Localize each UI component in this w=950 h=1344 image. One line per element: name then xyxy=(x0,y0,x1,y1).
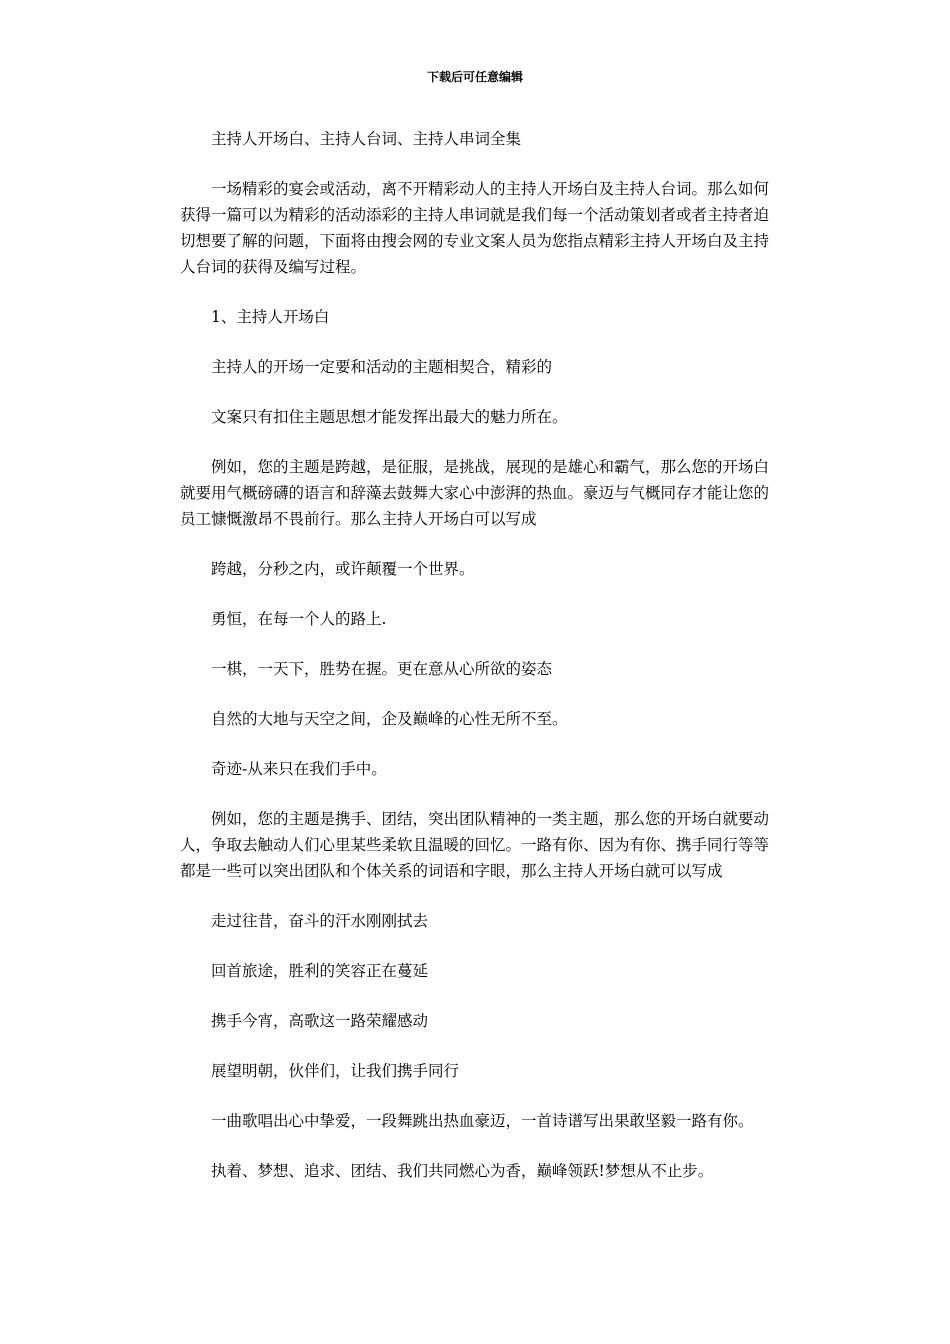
document-title: 主持人开场白、主持人台词、主持人串词全集 xyxy=(211,130,522,148)
paragraph: 主持人的开场一定要和活动的主题相契合，精彩的 xyxy=(211,358,553,376)
verse-line: 展望明朝，伙伴们，让我们携手同行 xyxy=(211,1062,460,1080)
example-paragraph: 例如，您的主题是携手、团结，突出团队精神的一类主题，那么您的开场白就要动人，争取去触动人们心里某些柔软且温暖的回忆。一路有你、因为有你、携手同行等等都是一些可以突出团队和个体关系的词语和字眼，那么主持人开场白就可以写成 xyxy=(180,810,770,880)
paragraph: 执着、梦想、追求、团结、我们共同燃心为香，巅峰领跃!梦想从不止步。 xyxy=(211,1162,714,1180)
paragraph: 一曲歌唱出心中挚爱，一段舞跳出热血豪迈，一首诗谱写出果敢坚毅一路有你。 xyxy=(211,1112,754,1130)
verse-line: 携手今宵，高歌这一路荣耀感动 xyxy=(211,1012,429,1030)
verse-line: 自然的大地与天空之间，企及巅峰的心性无所不至。 xyxy=(211,710,568,728)
verse-line: 走过往昔，奋斗的汗水刚刚拭去 xyxy=(211,912,429,930)
example-paragraph: 例如，您的主题是跨越，是征服，是挑战，展现的是雄心和霸气，那么您的开场白就要用气概磅礴的语言和辞藻去鼓舞大家心中澎湃的热血。豪迈与气概同存才能让您的员工慷慨激昂不畏前行。那么主持人开场白可以写成 xyxy=(180,458,770,528)
document-body xyxy=(180,126,770,1208)
page-header: 下载后可任意编辑 xyxy=(426,70,523,84)
section-heading: 1、主持人开场白 xyxy=(211,308,330,326)
verse-line: 跨越，分秒之内，或许颠覆一个世界。 xyxy=(211,560,475,578)
verse-line: 一棋，一天下，胜势在握。更在意从心所欲的姿态 xyxy=(211,660,553,678)
verse-line: 奇迹-从来只在我们手中。 xyxy=(211,760,387,778)
intro-paragraph: 一场精彩的宴会或活动，离不开精彩动人的主持人开场白及主持人台词。那么如何获得一篇可以为精彩的活动添彩的主持人串词就是我们每一个活动策划者或者主持者迫切想要了解的问题，下面将由搜会网的专业文案人员为您指点精彩主持人开场白及主持人台词的获得及编写过程。 xyxy=(180,180,770,276)
verse-line: 勇恒，在每一个人的路上. xyxy=(211,610,387,628)
verse-line: 回首旅途，胜利的笑容正在蔓延 xyxy=(211,962,429,980)
paragraph: 文案只有扣住主题思想才能发挥出最大的魅力所在。 xyxy=(211,408,568,426)
